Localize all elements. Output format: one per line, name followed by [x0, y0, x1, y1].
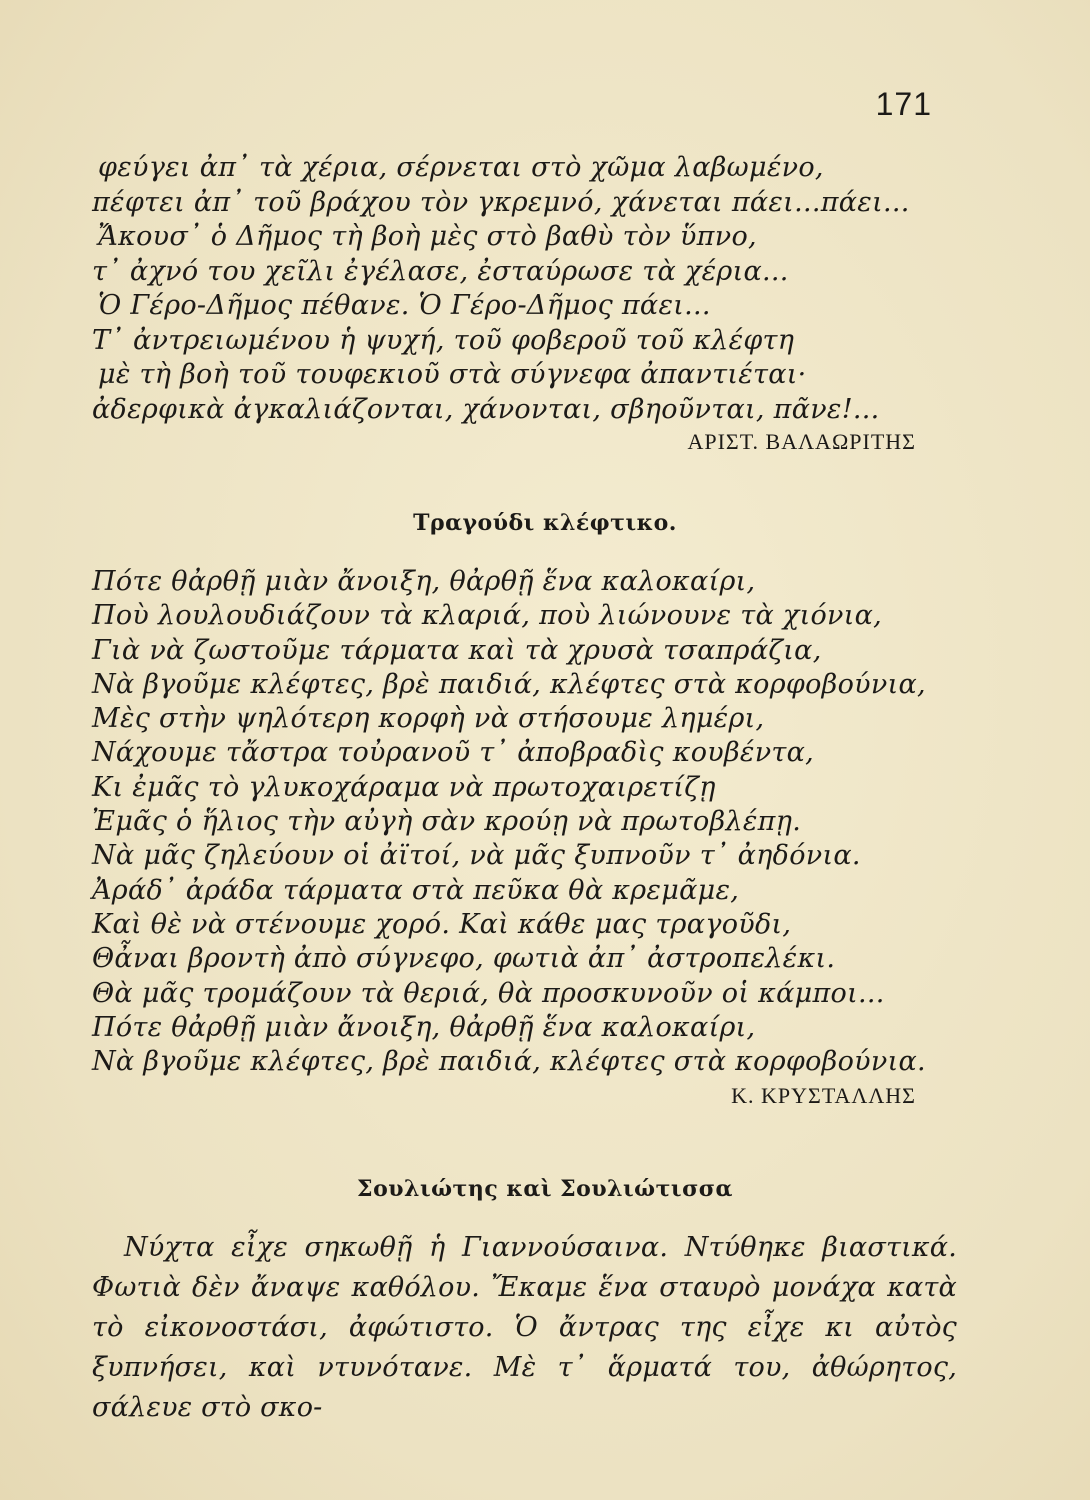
verse-line: τ᾽ ἀχνό του χεῖλι ἐγέλασε, ἐσταύρωσε τὰ χέρια...	[92, 255, 789, 287]
verse-line: Ποὺ λουλουδιάζουν τὰ κλαριά, ποὺ λιώνουνε τὰ χιόνια,	[92, 600, 883, 632]
verse-line: Καὶ θὲ νὰ στένουμε χορό. Καὶ κάθε μας τραγοῦδι,	[92, 908, 792, 940]
verse-line: Νὰ μᾶς ζηλεύουν οἱ ἀϊτοί, νὰ μᾶς ξυπνοῦν τ᾽ ἀηδόνια.	[92, 840, 861, 872]
verse-line: Τ᾽ ἀντρειωμένου ἡ ψυχή, τοῦ φοβεροῦ τοῦ κλέφτη	[92, 324, 795, 356]
poem-title: Τραγούδι κλέφτικο.	[413, 510, 677, 536]
verse-line: μὲ τὴ βοὴ τοῦ τουφεκιοῦ στὰ σύγνεφα ἀπαντιέται·	[98, 359, 807, 390]
verse-line: πέφτει ἀπ᾽ τοῦ βράχου τὸν γκρεμνό, χάνεται πάει...πάει...	[92, 186, 910, 218]
story-title: Σουλιώτης καὶ Σουλιώτισσα	[357, 1176, 733, 1202]
poem-author: ΑΡΙΣΤ. ΒΑΛΑΩΡΙΤΗΣ	[687, 429, 916, 454]
poem	[92, 565, 972, 1109]
poem-excerpt	[92, 151, 972, 455]
verse-line: Μὲς στὴν ψηλότερη κορφὴ νὰ στήσουμε λημέρι,	[92, 703, 765, 735]
verse-line: Γιὰ νὰ ζωστοῦμε τάρματα καὶ τὰ χρυσὰ τσαπράζια,	[92, 634, 822, 666]
verse-line: Ἄκουσ᾽ ὁ Δῆμος τὴ βοὴ μὲς στὸ βαθὺ τὸν ὕπνο,	[98, 221, 757, 252]
story-text: Νύχτα εἶχε σηκωθῇ ἡ Γιαννούσαινα. Ντύθηκε βιαστικά. Φωτιὰ δὲν ἄναψε καθόλου. Ἔκαμε ἕνα σταυρὸ μονάχα κατὰ τὸ εἰκονοστάσι, ἀφώτιστο. Ὁ ἄντρας της εἶχε κι αὐτὸς ξυπνήσει, καὶ ντυνότανε. Μὲ τ᾽ ἅρματά του, ἀθώρητος, σάλευε στὸ σκο-	[92, 1232, 957, 1423]
verse-line: Θἆναι βροντὴ ἀπὸ σύγνεφο, φωτιὰ ἀπ᾽ ἀστροπελέκι.	[92, 943, 836, 975]
verse-line: φεύγει ἀπ᾽ τὰ χέρια, σέρνεται στὸ χῶμα λαβωμένο,	[98, 152, 824, 183]
poem-author: Κ. ΚΡΥΣΤΑΛΛΗΣ	[731, 1083, 916, 1109]
verse-line: Ὁ Γέρο-Δῆμος πέθανε. Ὁ Γέρο-Δῆμος πάει...	[98, 290, 711, 321]
story-paragraph	[92, 1228, 957, 1428]
verse-line: Κι ἐμᾶς τὸ γλυκοχάραμα νὰ πρωτοχαιρετίζῃ	[92, 771, 716, 803]
verse-line: Πότε θἀρθῇ μιὰν ἄνοιξη, θἀρθῇ ἕνα καλοκαίρι,	[92, 1011, 756, 1043]
verse-line: Πότε θἀρθῇ μιὰν ἄνοιξη, θἀρθῇ ἕνα καλοκαίρι,	[92, 566, 756, 597]
verse-line: Νὰ βγοῦμε κλέφτες, βρὲ παιδιά, κλέφτες στὰ κορφοβούνια.	[92, 1046, 926, 1078]
verse-line: Νάχουμε τἄστρα τοὐρανοῦ τ᾽ ἀποβραδὶς κουβέντα,	[92, 737, 815, 769]
verse-line: Ἀράδ᾽ ἀράδα τάρματα στὰ πεῦκα θὰ κρεμᾶμε,	[92, 874, 740, 906]
verse-line: Ἐμᾶς ὁ ἥλιος τὴν αὐγὴ σὰν κρούῃ νὰ πρωτοβλέπῃ.	[92, 806, 802, 838]
page-number: 171	[875, 86, 932, 122]
verse-line: ἀδερφικὰ ἀγκαλιάζονται, χάνονται, σβηοῦνται, πᾶνε!...	[92, 393, 880, 425]
verse-line: Νὰ βγοῦμε κλέφτες, βρὲ παιδιά, κλέφτες στὰ κορφοβούνια,	[92, 668, 926, 700]
verse-line: Θὰ μᾶς τρομάζουν τὰ θεριά, θὰ προσκυνοῦν οἱ κάμποι...	[92, 977, 885, 1009]
